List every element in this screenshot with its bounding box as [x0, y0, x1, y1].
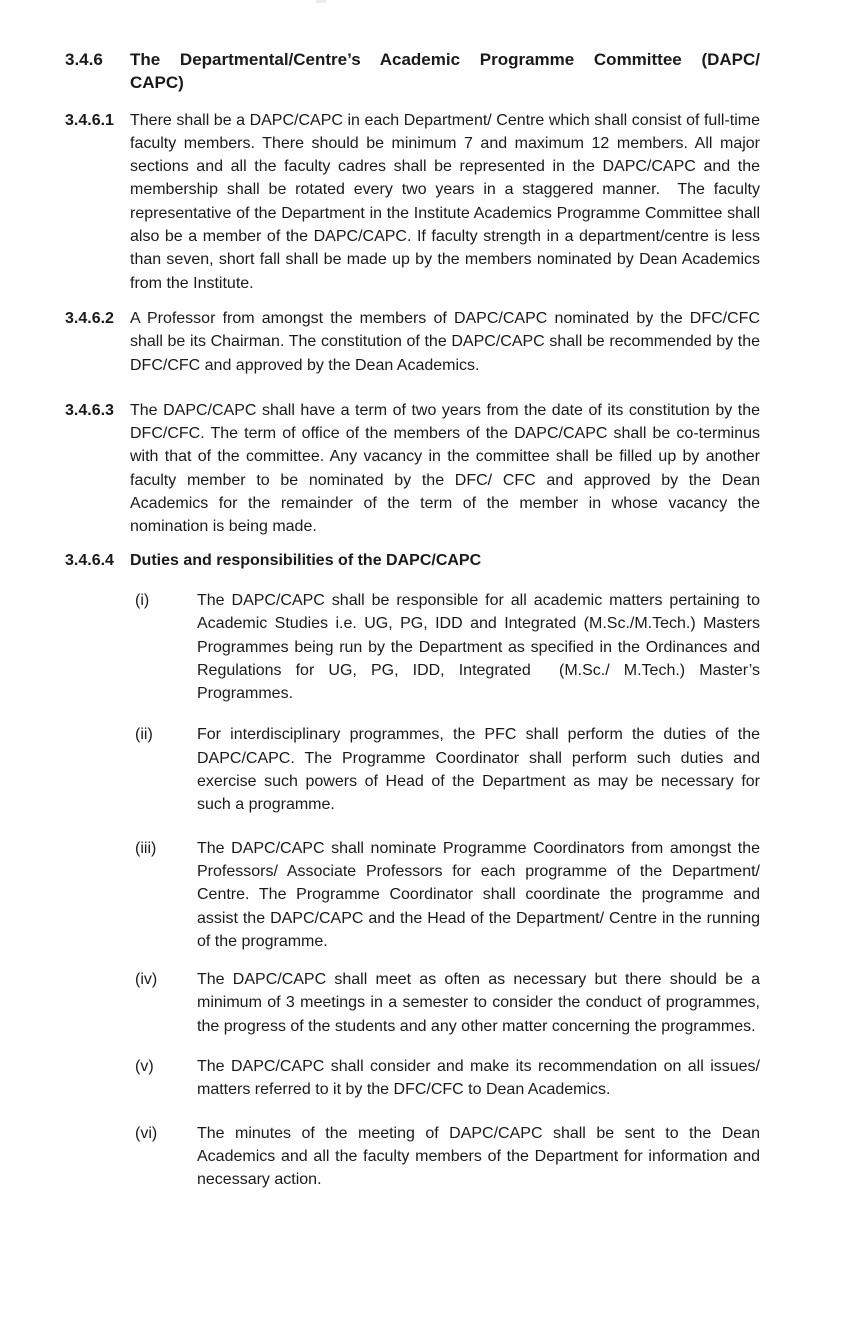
- clause-3-4-6-3: [65, 399, 765, 539]
- list-item-v: [135, 1055, 765, 1102]
- clause-3-4-6-2: [65, 307, 765, 377]
- clause-number: 3.4.6.2: [65, 309, 114, 327]
- section-heading-line-2: CAPC): [130, 73, 184, 93]
- clause-number: 3.4.6.4: [65, 551, 114, 569]
- list-item-iv: [135, 968, 765, 1038]
- item-text: The DAPC/CAPC shall meet as often as necessary but there should be a minimum of 3 meetings in a semester to consider the conduct of programmes, the progress of the students and any other matter concerning the programmes.: [197, 971, 765, 1035]
- item-marker-ii: (ii): [135, 726, 153, 744]
- subheading-text: Duties and responsibilities of the DAPC/CAPC: [130, 551, 482, 569]
- clause-text: A Professor from amongst the members of DAPC/CAPC nominated by the DFC/CFC shall be its Chairman. The constitution of the DAPC/CAPC shall be recommended by the DFC/CFC and approved by the Dean Academics.: [130, 309, 765, 374]
- page-content: [65, 48, 765, 1191]
- list-item-ii: [135, 723, 765, 816]
- item-marker-iv: (iv): [135, 971, 158, 989]
- item-marker-iii: (iii): [135, 839, 157, 857]
- item-text: The DAPC/CAPC shall consider and make its recommendation on all issues/ matters referred to it by the DFC/CFC to Dean Academics.: [197, 1057, 765, 1099]
- clause-3-4-6-1: [65, 109, 765, 295]
- item-marker-v: (v): [135, 1057, 154, 1075]
- section-heading-line-1: The Departmental/Centre’s Academic Programme Committee (DAPC/: [130, 50, 760, 69]
- item-text: The DAPC/CAPC shall nominate Programme Coordinators from amongst the Professors/ Associate Professors for each programme of the Department/ Centre. The Programme Coordinator shall coordinate the programme and assist the DAPC/CAPC and the Head of the Department/ Centre in the running of the programme.: [197, 839, 765, 950]
- item-text: For interdisciplinary programmes, the PFC shall perform the duties of the DAPC/CAPC. The Programme Coordinator shall perform such duties and exercise such powers of Head of the Department as may be necessary for such a programme.: [197, 726, 765, 814]
- item-text: The minutes of the meeting of DAPC/CAPC shall be sent to the Dean Academics and all the faculty members of the Department for information and necessary action.: [197, 1124, 765, 1189]
- list-item-i: [135, 589, 765, 705]
- subheading-3-4-6-4: [65, 549, 760, 572]
- clause-number: 3.4.6.3: [65, 401, 114, 419]
- clause-text: There shall be a DAPC/CAPC in each Department/ Centre which shall consist of full-time faculty members. There should be minimum 7 and maximum 12 members. All major sections and all the faculty cadres shall be represented in the DAPC/CAPC and the membership shall be rotated every two years in a staggered manner. The faculty representative of the Department in the Institute Academics Programme Committee shall also be a member of the DAPC/CAPC. If faculty strength in a department/centre is less than seven, short fall shall be made up by the members nominated by Dean Academics from the Institute.: [130, 111, 765, 292]
- section-number: 3.4.6: [65, 50, 103, 69]
- item-marker-i: (i): [135, 591, 150, 609]
- scan-artifact: [316, 0, 326, 3]
- list-item-iii: [135, 837, 765, 953]
- list-item-vi: [135, 1122, 765, 1192]
- section-heading-3-4-6: [65, 48, 760, 95]
- clause-text: The DAPC/CAPC shall have a term of two years from the date of its constitution by the DFC/CFC. The term of office of the members of the DAPC/CAPC shall be co-terminus with that of the committee. Any vacancy in the committee shall be filled up by another faculty member to be nominated by the DFC/ CFC and approved by the Dean Academics for the remainder of the term of the member in whose vacancy the nomination is being made.: [130, 401, 765, 536]
- item-text: The DAPC/CAPC shall be responsible for all academic matters pertaining to Academic Studies i.e. UG, PG, IDD and Integrated (M.Sc./M.Tech.) Masters Programmes being run by the Department as specified in the Ordinances and Regulations for UG, PG, IDD, Integrated (M.Sc./ M.Tech.) Master’s Programmes.: [197, 591, 765, 703]
- item-marker-vi: (vi): [135, 1124, 158, 1142]
- clause-number: 3.4.6.1: [65, 111, 114, 129]
